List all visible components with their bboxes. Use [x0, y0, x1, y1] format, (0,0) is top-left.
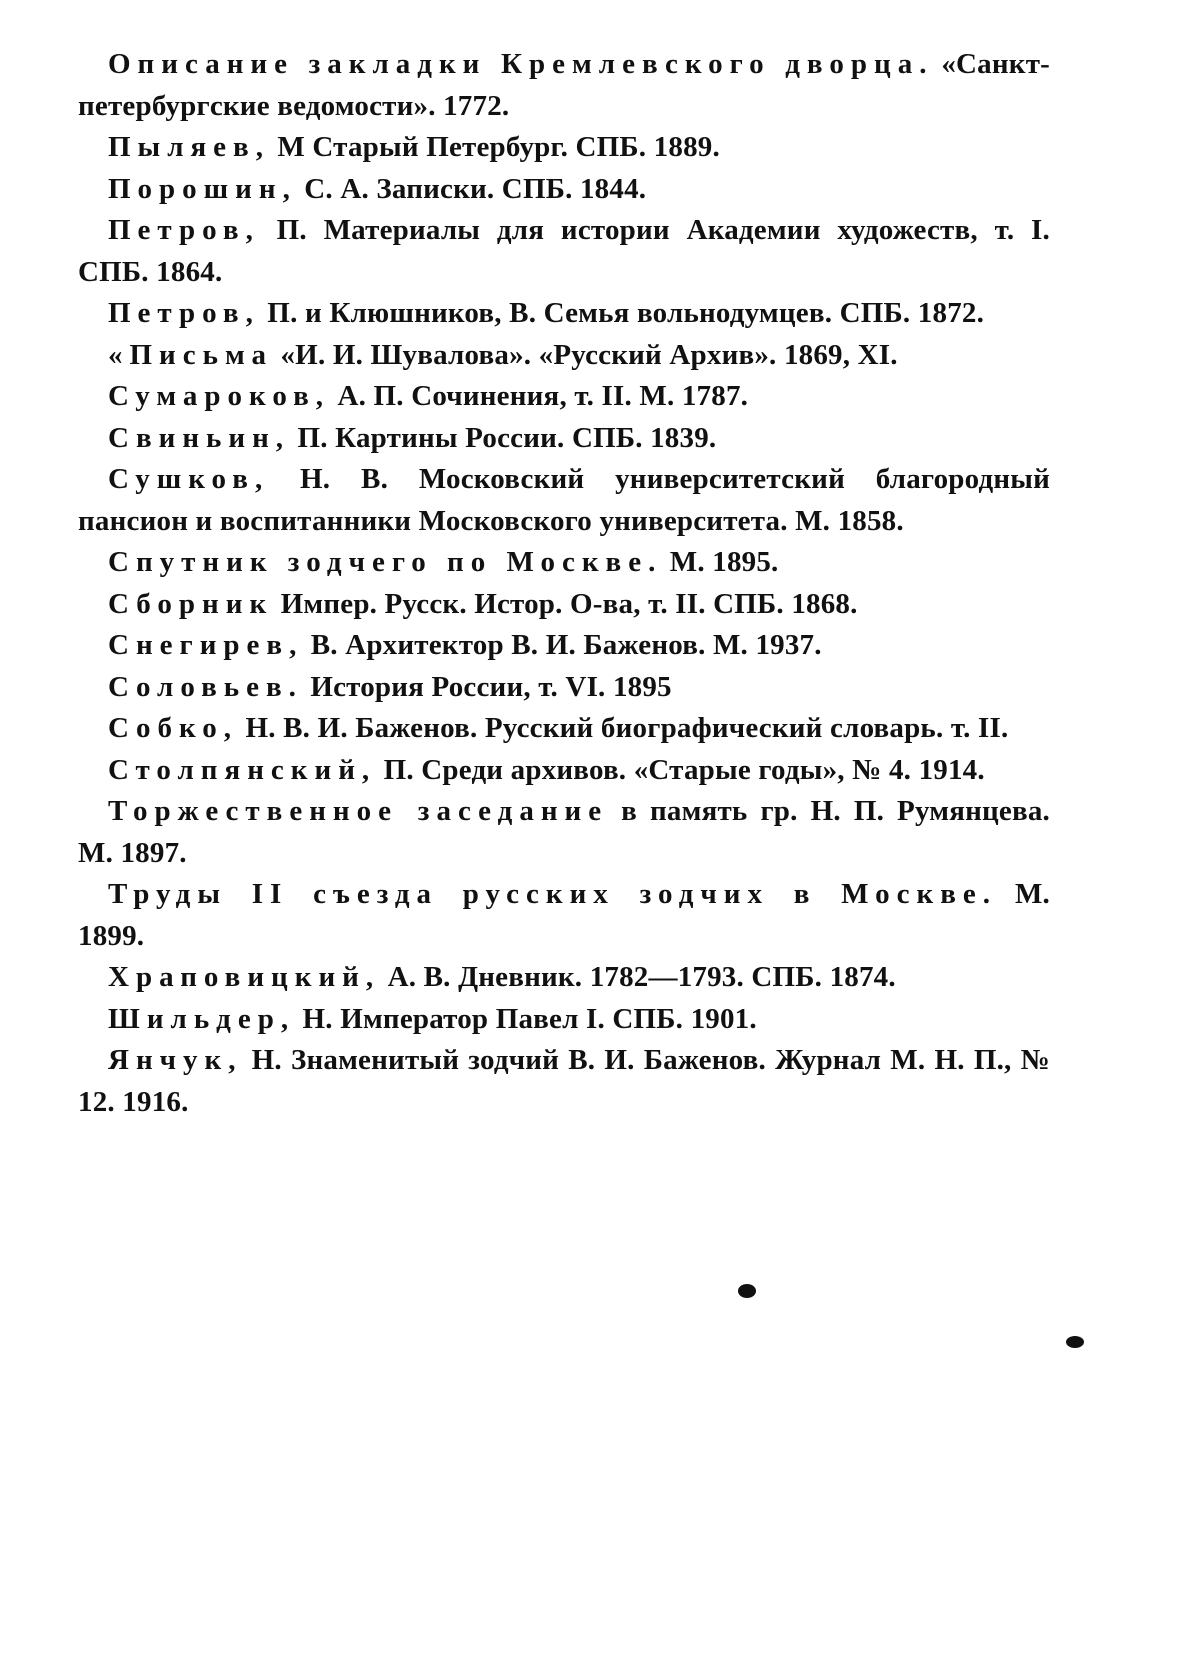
entry-details: П. Картины России. СПБ. 1839.: [290, 421, 717, 454]
entry-details: С. А. Записки. СПБ. 1844.: [296, 172, 647, 205]
entry-author: Янчук,: [108, 1044, 243, 1076]
bibliography-entry-15: [78, 750, 1050, 792]
entry-author: Шильдер,: [108, 1002, 296, 1035]
entry-details: Н. Знаменитый зодчий В. И. Баженов. Журнал М. Н. П., № 12. 1916.: [78, 1044, 1050, 1118]
entry-author: «Письма: [108, 338, 274, 371]
entry-details: «Санкт-петербургские ведомости». 1772.: [78, 48, 1050, 122]
entry-author: Сборник: [108, 587, 274, 620]
entry-author: Сушков,: [108, 463, 270, 495]
entry-details: Н. Император Павел I. СПБ. 1901.: [295, 1002, 757, 1035]
bibliography-entry-18: [78, 957, 1050, 999]
entry-author: Свиньин,: [108, 421, 291, 454]
entry-details: П. Среди архивов. «Старые годы», № 4. 1914.: [376, 753, 985, 786]
bibliography-entry-17: [78, 874, 1050, 957]
entry-author: Описание закладки Кремлевского дворца.: [108, 48, 934, 80]
bibliography-entry-3: [78, 169, 1050, 211]
bibliography-entry-9: [78, 459, 1050, 542]
entry-author: Спутник зодчего по Москве.: [108, 546, 663, 578]
bibliography-entry-20: [78, 1040, 1050, 1123]
entry-author: Труды II съезда русских зодчих в Москве.: [108, 878, 997, 910]
entry-author: Храповицкий,: [108, 961, 381, 993]
entry-author: Петров,: [108, 297, 260, 329]
entry-author: Пыляев,: [108, 131, 270, 163]
ink-speck: [1066, 1336, 1084, 1348]
entry-author: Торжественное заседание: [108, 795, 609, 827]
bibliography-entry-4: [78, 210, 1050, 293]
bibliography-entry-11: [78, 584, 1050, 626]
bibliography-entry-5: [78, 293, 1050, 335]
entry-details: А. В. Дневник. 1782—1793. СПБ. 1874.: [380, 961, 896, 993]
entry-details: В. Архитектор В. И. Баженов. М. 1937.: [303, 629, 822, 661]
entry-details: М. 1895.: [662, 546, 779, 578]
bibliography-entry-1: [78, 44, 1050, 127]
bibliography-page: [78, 44, 1050, 1123]
bibliography-entry-8: [78, 418, 1050, 460]
entry-author: Сумароков,: [108, 380, 331, 412]
bibliography-entry-19: [78, 999, 1050, 1041]
entry-author: Снегирев,: [108, 629, 304, 661]
bibliography-entry-7: [78, 376, 1050, 418]
entry-details: М. 1899.: [78, 878, 1050, 952]
entry-details: М Старый Петербург. СПБ. 1889.: [269, 131, 720, 163]
bibliography-entry-6: [78, 335, 1050, 377]
entry-details: А. П. Сочинения, т. II. М. 1787.: [330, 380, 749, 412]
entry-author: Соловьев.: [108, 670, 303, 703]
bibliography-entry-2: [78, 127, 1050, 169]
ink-speck: [738, 1284, 756, 1298]
entry-details: Импер. Русск. Истор. О-ва, т. II. СПБ. 1868.: [273, 587, 858, 620]
bibliography-entry-12: [78, 625, 1050, 667]
entry-details: П. и Клюшников, В. Семья вольнодумцев. СПБ. 1872.: [259, 297, 985, 329]
entry-author: Собко,: [108, 712, 239, 744]
bibliography-entry-14: [78, 708, 1050, 750]
entry-author: Порошин,: [108, 172, 297, 205]
entry-details: П. Материалы для истории Академии художеств, т. I. СПБ. 1864.: [78, 214, 1050, 288]
entry-author: Столпянский,: [108, 753, 377, 786]
entry-author: Петров,: [108, 214, 260, 246]
bibliography-entry-13: [78, 667, 1050, 709]
entry-details: «И. И. Шувалова». «Русский Архив». 1869, XI.: [273, 338, 898, 371]
entry-details: Н. В. Московский университетский благородный пансион и воспитанники Московского университета. М. 1858.: [78, 463, 1050, 537]
bibliography-entry-10: [78, 542, 1050, 584]
bibliography-entry-16: [78, 791, 1050, 874]
entry-details: История России, т. VI. 1895: [302, 670, 672, 703]
entry-details: Н. В. И. Баженов. Русский биографический словарь. т. II.: [238, 712, 1009, 744]
entry-details: в память гр. Н. П. Румянцева. М. 1897.: [78, 795, 1051, 869]
